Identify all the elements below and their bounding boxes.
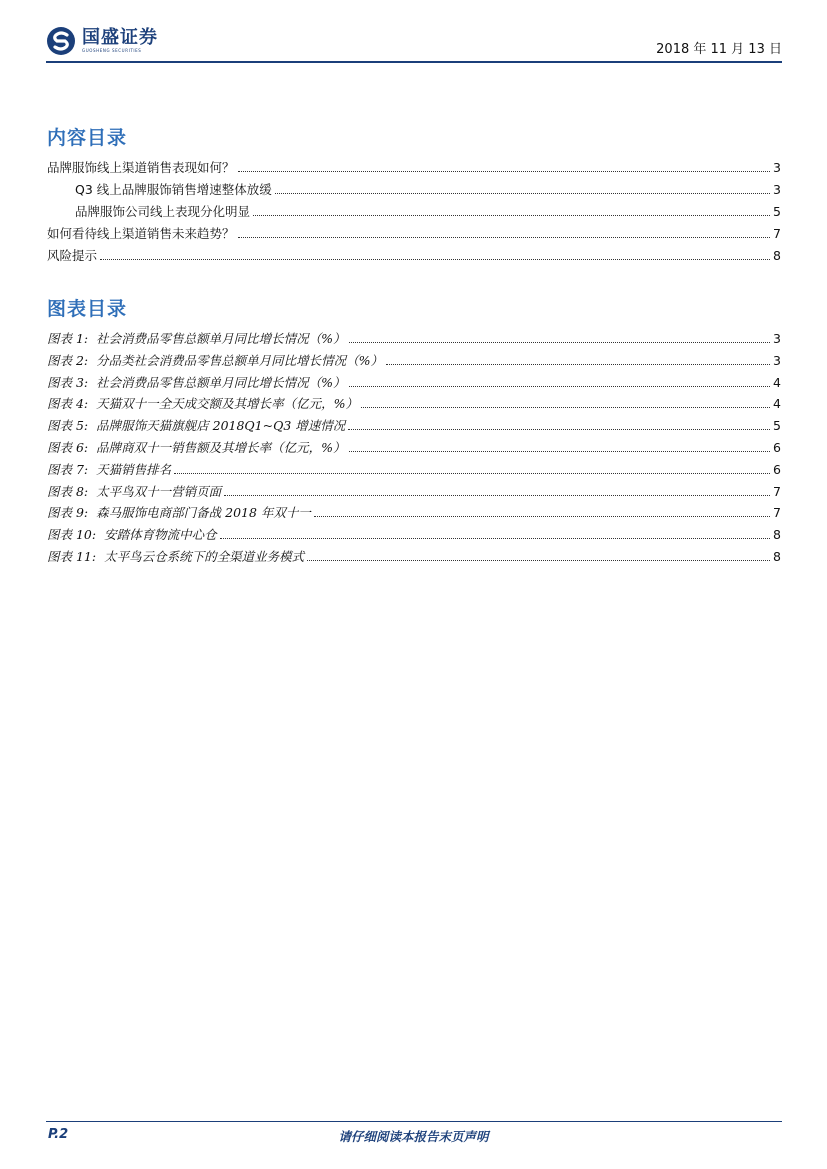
logo-mark-icon (46, 26, 76, 56)
figure-caption: 分品类社会消费品零售总额单月同比增长情况（%） (96, 352, 384, 368)
figure-entry[interactable] (47, 460, 781, 478)
figure-caption: 安踏体育物流中心仓 (104, 527, 217, 543)
figure-entry-label (47, 462, 174, 478)
footer-divider (46, 1121, 782, 1122)
figure-number: 图表 6: (47, 440, 89, 455)
figure-caption: 太平鸟双十一营销页面 (96, 483, 222, 499)
figure-entry[interactable] (47, 482, 781, 500)
figure-leader-dots (348, 428, 770, 430)
figure-entry-page: 8 (773, 527, 781, 543)
toc-entry-label: 品牌服饰线上渠道销售表现如何？ (47, 160, 235, 175)
disclaimer-note: 请仔细阅读本报告末页声明 (338, 1129, 489, 1144)
figure-leader-dots (224, 494, 770, 496)
toc-entry[interactable] (47, 224, 781, 242)
figure-entry-label (47, 549, 307, 565)
figure-leader-dots (314, 515, 770, 517)
figure-entry-label (47, 418, 348, 434)
figure-entry[interactable] (47, 503, 781, 521)
figure-number: 图表 10: (47, 527, 97, 543)
figure-entry[interactable] (47, 394, 781, 412)
figure-entry-page: 3 (773, 352, 781, 368)
figure-leader-dots (349, 341, 771, 343)
figure-caption: 天猫双十一全天成交额及其增长率（亿元，%） (96, 396, 359, 412)
toc-entry-page: 7 (773, 226, 781, 241)
figure-entry[interactable] (47, 547, 781, 565)
company-logo (46, 26, 158, 56)
page-header (46, 24, 782, 64)
figure-entry-page: 5 (773, 418, 781, 434)
figure-caption: 社会消费品零售总额单月同比增长情况（%） (96, 331, 346, 346)
toc-title: 内容目录 (47, 127, 128, 149)
figure-entry-page: 8 (773, 549, 781, 564)
report-date: 2018 年 11 月 13 日 (656, 42, 782, 57)
toc-entry[interactable] (47, 202, 781, 220)
figure-leader-dots (349, 450, 771, 452)
figure-entry-label (47, 396, 361, 412)
toc-leader-dots (275, 192, 770, 194)
figure-entry-page: 4 (773, 374, 781, 390)
figure-leader-dots (307, 559, 770, 561)
toc-entry-page: 3 (773, 182, 781, 197)
toc-leader-dots (253, 214, 770, 216)
figure-entry-page: 7 (773, 483, 781, 499)
logo-name: 国盛证券 (82, 27, 158, 48)
figure-entry-label (47, 440, 349, 456)
toc-entry-page: 3 (773, 160, 781, 175)
figure-entry[interactable] (47, 329, 781, 347)
figure-entry[interactable] (47, 373, 781, 391)
figure-leader-dots (361, 406, 770, 408)
figure-entry-label (47, 505, 314, 521)
figure-entry[interactable] (47, 351, 781, 369)
figure-number: 图表 9: (47, 505, 89, 521)
toc-entry-label: 风险提示 (47, 248, 98, 263)
figure-number: 图表 5: (47, 418, 89, 434)
logo-subtitle: GUOSHENG SECURITIES (82, 48, 142, 53)
figure-caption: 品牌商双十一销售额及其增长率（亿元，%） (96, 440, 346, 455)
page-number: P.2 (48, 1127, 69, 1142)
figure-entry[interactable] (47, 438, 781, 456)
toc-entry-page: 5 (773, 204, 781, 219)
figure-entry[interactable] (47, 525, 781, 543)
figure-entry-label (47, 527, 220, 543)
toc-entry[interactable] (47, 246, 781, 264)
toc-leader-dots (238, 236, 771, 238)
figure-number: 图表 7: (47, 461, 89, 477)
figure-leader-dots (174, 472, 770, 474)
figure-entry-label (47, 331, 349, 347)
figure-leader-dots (349, 385, 771, 387)
figure-caption: 天猫销售排名 (96, 461, 172, 477)
figure-caption: 太平鸟云仓系统下的全渠道业务模式 (104, 549, 305, 564)
figure-number: 图表 3: (47, 374, 89, 390)
toc-entry-label: 如何看待线上渠道销售未来趋势？ (47, 226, 235, 241)
toc-entry-label: 品牌服饰公司线上表现分化明显 (75, 204, 251, 219)
figure-entry-page: 6 (773, 461, 781, 477)
figure-entry-page: 3 (773, 331, 781, 346)
figure-number: 图表 2: (47, 352, 89, 368)
figure-number: 图表 8: (47, 483, 89, 499)
figure-leader-dots (220, 537, 770, 539)
figure-number: 图表 4: (47, 396, 89, 412)
figure-caption: 森马服饰电商部门备战 2018 年双十一 (96, 505, 311, 521)
toc-leader-dots (238, 170, 771, 172)
figure-entry-page: 7 (773, 505, 781, 521)
toc-entry-label: Q3 线上品牌服饰销售增速整体放缓 (75, 182, 272, 197)
figure-entry-label (47, 375, 349, 391)
toc-entry[interactable] (47, 158, 781, 176)
figure-number: 图表 11: (47, 549, 97, 564)
figure-entry-page: 4 (773, 396, 781, 412)
figure-entry-page: 6 (773, 440, 781, 455)
header-divider (46, 61, 782, 63)
figure-entry-label (47, 484, 224, 500)
toc-entry-page: 8 (773, 248, 781, 263)
figure-caption: 品牌服饰天猫旗舰店 2018Q1~Q3 增速情况 (96, 418, 346, 434)
figure-entry-label (47, 353, 386, 369)
figure-list-title: 图表目录 (47, 298, 128, 320)
figure-entry[interactable] (47, 416, 781, 434)
toc-leader-dots (100, 258, 770, 260)
toc-entry[interactable] (47, 180, 781, 198)
figure-leader-dots (386, 363, 770, 365)
figure-caption: 社会消费品零售总额单月同比增长情况（%） (96, 374, 346, 390)
figure-number: 图表 1: (47, 331, 89, 346)
